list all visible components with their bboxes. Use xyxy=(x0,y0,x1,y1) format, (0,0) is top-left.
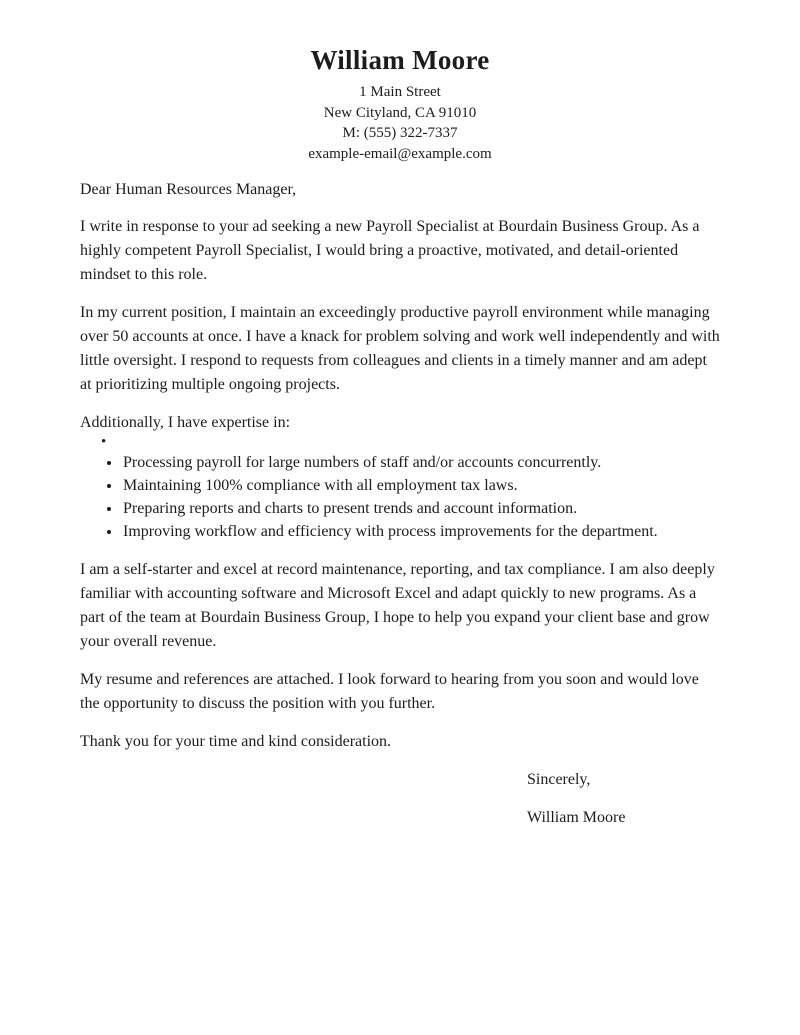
paragraph-closing-1: I am a self-starter and excel at record maintenance, reporting, and tax compliance. I am also deeply familiar with accounting software and Microsoft Excel and adapt quickly to new programs. As a part of the team at Bourdain Business Group, I hope to help you expand your client base and grow your overall revenue. xyxy=(80,561,715,650)
list-item: • Maintaining 100% compliance with all employment tax laws. xyxy=(122,474,720,497)
expertise-list xyxy=(80,451,720,543)
empty-bullet-marker: • xyxy=(101,434,107,450)
salutation: Dear Human Resources Manager, xyxy=(80,181,297,198)
signature-block xyxy=(527,768,720,830)
sender-email: example-email@example.com xyxy=(308,145,492,162)
sender-address: 1 Main Street xyxy=(359,84,441,100)
signature-name: William Moore xyxy=(527,809,626,826)
expertise-intro: Additionally, I have expertise in: xyxy=(80,414,291,431)
sender-phone: M: (555) 322-7337 xyxy=(342,125,458,141)
letter-body xyxy=(80,178,720,830)
paragraph-closing-2: My resume and references are attached. I look forward to hearing from you soon and would love the opportunity to discuss the position with you further. xyxy=(80,671,699,712)
list-item: • Preparing reports and charts to present trends and account information. xyxy=(122,497,720,520)
list-item: • Processing payroll for large numbers of staff and/or accounts concurrently. xyxy=(122,451,720,474)
list-item: • Improving workflow and efficiency with process improvements for the department. xyxy=(122,520,720,543)
sender-city: New Cityland, CA 91010 xyxy=(323,104,477,121)
paragraph-intro-2: In my current position, I maintain an exceedingly productive payroll environment while managing over 50 accounts at once. I have a knack for problem solving and work well independently and with little oversight. I respond to requests from colleagues and clients in a timely manner and am adept at prioritizing multiple ongoing projects. xyxy=(80,304,720,393)
paragraph-intro-1: I write in response to your ad seeking a new Payroll Specialist at Bourdain Business Group. As a highly competent Payroll Specialist, I would bring a proactive, motivated, and detail-oriented mindset to this role. xyxy=(80,218,700,283)
sender-name: William Moore xyxy=(310,45,490,75)
paragraph-closing-3: Thank you for your time and kind consideration. xyxy=(80,733,392,750)
letter-header xyxy=(80,44,720,164)
sign-off: Sincerely, xyxy=(527,771,591,788)
